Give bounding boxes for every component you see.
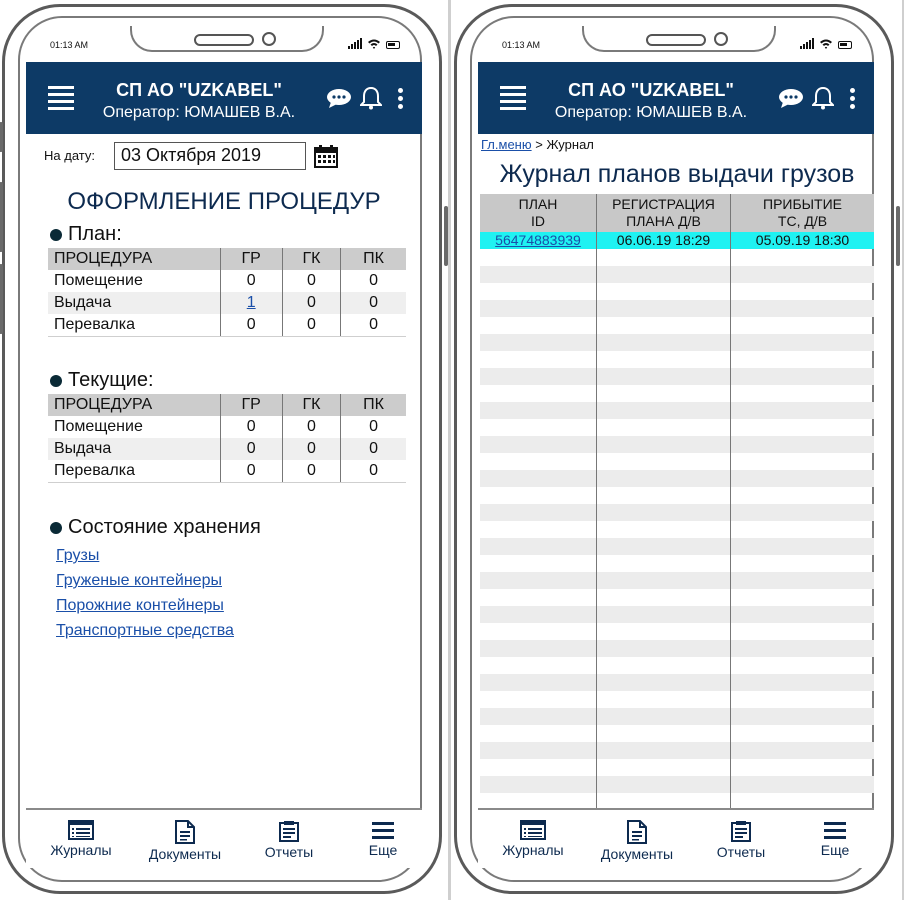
column-header: ГК <box>282 248 340 270</box>
column-header-arrival: ПРИБЫТИЕ ТС, Д/В <box>730 194 874 232</box>
empty-cell <box>730 283 874 300</box>
empty-table-row <box>480 351 874 368</box>
empty-cell <box>596 436 730 453</box>
empty-cell <box>480 640 596 657</box>
empty-table-row <box>480 436 874 453</box>
empty-cell <box>596 487 730 504</box>
empty-cell <box>480 436 596 453</box>
empty-cell <box>730 504 874 521</box>
procedure-name: Выдача <box>48 438 220 460</box>
breadcrumb-current: Журнал <box>546 137 594 152</box>
empty-cell <box>730 606 874 623</box>
bell-icon[interactable] <box>360 86 382 110</box>
wifi-icon <box>820 39 832 49</box>
empty-cell <box>480 538 596 555</box>
table-row <box>48 292 406 314</box>
tab-journals[interactable] <box>36 820 126 858</box>
empty-cell <box>596 249 730 266</box>
empty-table-row <box>480 759 874 776</box>
empty-table-row <box>480 368 874 385</box>
table-row <box>48 314 406 337</box>
operator-label: Оператор: ЮМАШЕВ В.А. <box>102 104 296 121</box>
tab-documents[interactable] <box>140 820 230 862</box>
arrival-cell: 05.09.19 18:30 <box>730 232 874 249</box>
table-row <box>48 416 406 438</box>
empty-cell <box>596 555 730 572</box>
empty-cell <box>596 725 730 742</box>
status-bar <box>26 30 422 60</box>
chat-icon[interactable] <box>326 88 352 108</box>
empty-table-row <box>480 623 874 640</box>
gr-cell: 0 <box>220 438 282 460</box>
empty-table-row <box>480 776 874 793</box>
empty-cell <box>730 691 874 708</box>
date-label: На дату: <box>44 148 95 163</box>
tab-label: Отчеты <box>264 844 314 860</box>
empty-cell <box>480 725 596 742</box>
empty-cell <box>730 419 874 436</box>
empty-cell <box>480 385 596 402</box>
column-header: ПРОЦЕДУРА <box>48 394 220 416</box>
empty-cell <box>596 691 730 708</box>
journal-icon <box>520 820 546 840</box>
empty-cell <box>480 470 596 487</box>
column-header: ГР <box>220 394 282 416</box>
bottom-tab-bar <box>478 808 874 868</box>
empty-cell <box>596 470 730 487</box>
plan-heading <box>50 223 122 246</box>
link-empty-containers[interactable]: Порожние контейнеры <box>56 597 224 614</box>
empty-cell <box>730 776 874 793</box>
table-row <box>48 438 406 460</box>
procedure-name: Перевалка <box>48 460 220 483</box>
gr-cell: 0 <box>220 270 282 292</box>
empty-table-row <box>480 419 874 436</box>
empty-cell <box>730 657 874 674</box>
empty-cell <box>730 487 874 504</box>
empty-cell <box>596 317 730 334</box>
tab-journals[interactable] <box>488 820 578 858</box>
column-header: ПК <box>341 248 406 270</box>
empty-table-row <box>480 691 874 708</box>
empty-cell <box>480 249 596 266</box>
empty-cell <box>480 317 596 334</box>
empty-cell <box>730 708 874 725</box>
empty-cell <box>730 317 874 334</box>
pk-cell: 0 <box>341 460 406 483</box>
tab-label: Журналы <box>50 842 112 858</box>
bottom-tab-bar <box>26 808 422 868</box>
column-header: ГР <box>220 248 282 270</box>
empty-table-row <box>480 317 874 334</box>
table-row <box>48 270 406 292</box>
operator-label: Оператор: ЮМАШЕВ В.А. <box>554 104 748 121</box>
table-row <box>48 460 406 483</box>
empty-cell <box>730 589 874 606</box>
empty-cell <box>730 521 874 538</box>
document-icon <box>626 820 648 844</box>
empty-table-row <box>480 572 874 589</box>
more-vert-icon[interactable] <box>850 88 856 110</box>
calendar-icon[interactable] <box>314 144 338 168</box>
chat-icon[interactable] <box>778 88 804 108</box>
empty-cell <box>730 742 874 759</box>
current-heading <box>50 369 154 392</box>
empty-table-row <box>480 657 874 674</box>
bullet-icon <box>50 522 62 534</box>
tab-label: Еще <box>820 842 850 858</box>
empty-cell <box>730 674 874 691</box>
table-header-row <box>480 194 874 232</box>
gk-cell: 0 <box>282 438 340 460</box>
empty-cell <box>730 640 874 657</box>
tab-label: Документы <box>600 846 674 862</box>
empty-cell <box>480 504 596 521</box>
empty-cell <box>730 436 874 453</box>
table-header-row <box>48 394 406 416</box>
column-header: ПРОЦЕДУРА <box>48 248 220 270</box>
gr-cell: 0 <box>220 314 282 337</box>
empty-table-row <box>480 334 874 351</box>
table-header-row <box>48 248 406 270</box>
column-header: ГК <box>282 394 340 416</box>
empty-cell <box>480 487 596 504</box>
empty-cell <box>596 283 730 300</box>
empty-cell <box>596 589 730 606</box>
empty-cell <box>596 674 730 691</box>
empty-cell <box>730 572 874 589</box>
empty-cell <box>596 708 730 725</box>
storage-links <box>56 543 234 643</box>
breadcrumb-separator: > <box>535 137 543 152</box>
tab-documents[interactable] <box>592 820 682 862</box>
empty-cell <box>480 742 596 759</box>
bullet-icon <box>50 375 62 387</box>
signal-icon <box>348 38 362 49</box>
status-time: 01:13 AM <box>502 40 541 50</box>
more-icon <box>824 820 846 840</box>
plan-heading-label: План: <box>68 223 122 245</box>
empty-table-row <box>480 708 874 725</box>
empty-table-row <box>480 725 874 742</box>
empty-table-row <box>480 266 874 283</box>
gr-cell: 0 <box>220 416 282 438</box>
empty-cell <box>730 538 874 555</box>
empty-cell <box>480 572 596 589</box>
tab-label: Отчеты <box>716 844 766 860</box>
signal-icon <box>800 38 814 49</box>
pk-cell: 0 <box>341 438 406 460</box>
wifi-icon <box>368 39 380 49</box>
empty-cell <box>596 453 730 470</box>
empty-cell <box>730 725 874 742</box>
empty-cell <box>730 368 874 385</box>
empty-cell <box>596 266 730 283</box>
breadcrumb <box>481 137 594 152</box>
current-table <box>48 394 406 483</box>
empty-cell <box>480 759 596 776</box>
link-loaded-containers[interactable]: Груженые контейнеры <box>56 572 222 589</box>
empty-cell <box>480 674 596 691</box>
empty-cell <box>480 402 596 419</box>
empty-cell <box>730 759 874 776</box>
battery-icon <box>838 41 852 49</box>
battery-icon <box>386 41 400 49</box>
screens-divider <box>448 0 451 900</box>
empty-cell <box>730 623 874 640</box>
column-header-plan-id: ПЛАН ID <box>518 196 558 229</box>
empty-cell <box>480 776 596 793</box>
page-title: Журнал планов выдачи грузов <box>499 160 855 188</box>
empty-cell <box>596 742 730 759</box>
app-header <box>26 62 422 134</box>
empty-cell <box>480 368 596 385</box>
empty-cell <box>730 266 874 283</box>
empty-cell <box>480 589 596 606</box>
pk-cell: 0 <box>341 292 406 314</box>
empty-table-row <box>480 470 874 487</box>
date-field[interactable]: 03 Октября 2019 <box>114 142 306 170</box>
gk-cell: 0 <box>282 460 340 483</box>
breadcrumb-home[interactable]: Гл.меню <box>481 137 532 152</box>
empty-table-row <box>480 589 874 606</box>
tab-label: Документы <box>148 846 222 862</box>
side-button <box>0 122 3 152</box>
empty-cell <box>480 708 596 725</box>
side-button <box>896 206 900 266</box>
tab-more[interactable] <box>790 820 880 858</box>
app-title: СП АО "UZKABEL" <box>116 80 282 100</box>
empty-cell <box>480 691 596 708</box>
registration-cell: 06.06.19 18:29 <box>596 232 730 249</box>
empty-cell <box>480 521 596 538</box>
empty-cell <box>596 572 730 589</box>
empty-table-row <box>480 521 874 538</box>
pk-cell: 0 <box>341 416 406 438</box>
tab-reports[interactable] <box>244 820 334 860</box>
column-header: ПК <box>341 394 406 416</box>
journal-icon <box>68 820 94 840</box>
speaker <box>194 34 254 46</box>
empty-table-row <box>480 402 874 419</box>
empty-cell <box>596 385 730 402</box>
empty-cell <box>730 300 874 317</box>
link-cargo[interactable]: Грузы <box>56 547 100 564</box>
empty-cell <box>596 419 730 436</box>
menu-icon[interactable] <box>48 86 74 108</box>
empty-cell <box>480 300 596 317</box>
empty-cell <box>730 351 874 368</box>
camera <box>262 32 276 46</box>
empty-table-row <box>480 453 874 470</box>
tab-more[interactable] <box>338 820 428 858</box>
gr-cell <box>220 292 282 314</box>
empty-table-row <box>480 300 874 317</box>
empty-cell <box>596 657 730 674</box>
pk-cell: 0 <box>341 314 406 337</box>
status-time: 01:13 AM <box>50 40 89 50</box>
empty-cell <box>596 623 730 640</box>
empty-cell <box>596 640 730 657</box>
status-bar <box>478 30 874 60</box>
empty-table-row <box>480 487 874 504</box>
empty-cell <box>480 419 596 436</box>
gr-cell: 0 <box>220 460 282 483</box>
app-title: СП АО "UZKABEL" <box>568 80 734 100</box>
empty-cell <box>480 623 596 640</box>
empty-cell <box>730 555 874 572</box>
tab-reports[interactable] <box>696 820 786 860</box>
menu-icon[interactable] <box>500 86 526 108</box>
empty-cell <box>730 453 874 470</box>
empty-table-row <box>480 283 874 300</box>
more-icon <box>372 820 394 840</box>
empty-cell <box>596 368 730 385</box>
empty-table-row <box>480 674 874 691</box>
empty-cell <box>596 351 730 368</box>
procedure-name: Помещение <box>54 418 143 435</box>
speaker <box>646 34 706 46</box>
empty-cell <box>596 538 730 555</box>
more-vert-icon[interactable] <box>398 88 404 110</box>
report-icon <box>278 820 300 842</box>
side-button <box>444 206 448 266</box>
empty-cell <box>596 402 730 419</box>
tab-label: Еще <box>368 842 398 858</box>
storage-heading <box>50 516 261 539</box>
empty-cell <box>596 521 730 538</box>
procedure-name: Помещение <box>54 272 143 289</box>
side-button <box>0 264 3 334</box>
camera <box>714 32 728 46</box>
current-heading-label: Текущие: <box>68 369 154 391</box>
empty-cell <box>596 504 730 521</box>
column-header-registration: РЕГИСТРАЦИЯ ПЛАНА Д/В <box>596 194 730 232</box>
document-icon <box>174 820 196 844</box>
side-button <box>0 182 3 252</box>
empty-cell <box>596 606 730 623</box>
gr-count-link[interactable]: 1 <box>246 294 256 311</box>
procedure-name: Перевалка <box>48 314 220 337</box>
empty-cell <box>480 657 596 674</box>
empty-cell <box>596 334 730 351</box>
table-row[interactable] <box>480 232 874 249</box>
empty-cell <box>596 300 730 317</box>
empty-table-row <box>480 385 874 402</box>
empty-cell <box>480 283 596 300</box>
gk-cell: 0 <box>282 314 340 337</box>
empty-table-row <box>480 742 874 759</box>
empty-cell <box>730 470 874 487</box>
empty-cell <box>480 266 596 283</box>
empty-cell <box>596 759 730 776</box>
pk-cell: 0 <box>341 270 406 292</box>
empty-cell <box>480 606 596 623</box>
bullet-icon <box>50 229 62 241</box>
gk-cell: 0 <box>282 416 340 438</box>
empty-cell <box>730 334 874 351</box>
link-vehicles[interactable]: Транспортные средства <box>56 622 234 639</box>
empty-table-row <box>480 640 874 657</box>
empty-table-row <box>480 249 874 266</box>
page-title: ОФОРМЛЕНИЕ ПРОЦЕДУР <box>67 188 381 215</box>
gk-cell: 0 <box>282 292 340 314</box>
empty-table-row <box>480 538 874 555</box>
empty-cell <box>596 776 730 793</box>
empty-cell <box>480 453 596 470</box>
app-header <box>478 62 874 134</box>
empty-cell <box>480 555 596 572</box>
bell-icon[interactable] <box>812 86 834 110</box>
empty-table-row <box>480 555 874 572</box>
empty-table-row <box>480 606 874 623</box>
tab-label: Журналы <box>502 842 564 858</box>
empty-cell <box>480 351 596 368</box>
empty-cell <box>730 402 874 419</box>
empty-table-row <box>480 504 874 521</box>
report-icon <box>730 820 752 842</box>
empty-cell <box>730 385 874 402</box>
procedure-name: Выдача <box>48 292 220 314</box>
gk-cell: 0 <box>282 270 340 292</box>
empty-cell <box>730 249 874 266</box>
plan-table <box>48 248 406 337</box>
storage-heading-label: Состояние хранения <box>68 516 261 538</box>
empty-cell <box>480 334 596 351</box>
journal-table <box>480 194 874 810</box>
plan-id-link[interactable]: 56474883939 <box>495 232 581 248</box>
